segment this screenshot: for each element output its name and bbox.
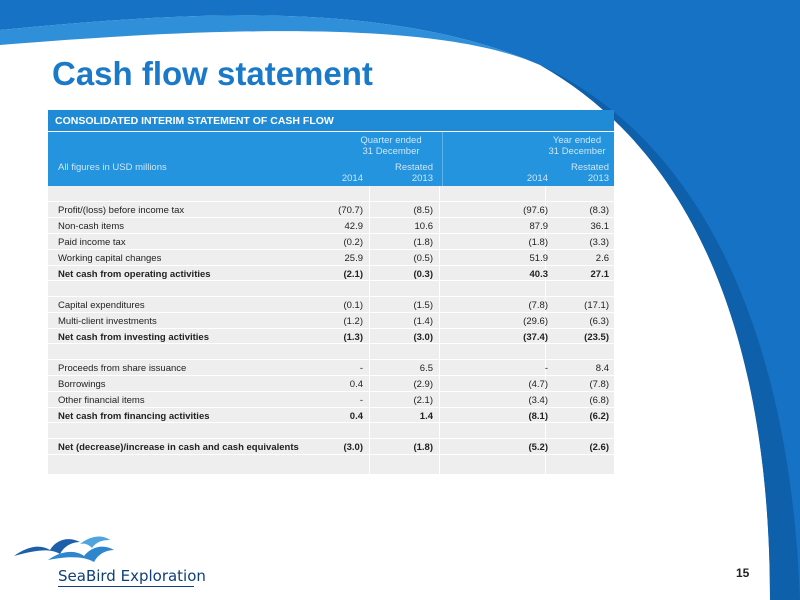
cell-q2014: -: [359, 395, 363, 406]
cell-y2013: (6.8): [589, 395, 609, 406]
cell-y2014: (37.4): [523, 332, 548, 343]
row-label: Borrowings: [58, 379, 106, 390]
table-row: [48, 314, 614, 330]
quarter-date-label: 31 December: [362, 146, 420, 157]
row-label: Profit/(loss) before income tax: [58, 205, 185, 216]
restated-label-quarter: Restated: [394, 162, 433, 173]
bird-icon: [80, 537, 110, 548]
table-row: [48, 361, 614, 377]
cell-y2013: 8.4: [595, 363, 609, 374]
cell-q2014: (70.7): [338, 205, 363, 216]
cell-q2014: (1.2): [343, 316, 363, 327]
cell-q2014: 42.9: [344, 221, 363, 232]
row-divider: [48, 438, 614, 439]
cell-q2013: (1.5): [413, 300, 433, 311]
cell-y2013: (8.3): [589, 205, 609, 216]
row-label: Net cash from operating activities: [58, 269, 211, 280]
cell-y2013: 27.1: [590, 269, 609, 280]
table-row: [48, 298, 614, 314]
cell-y2014: (8.1): [528, 411, 548, 422]
cell-y2014: (97.6): [523, 205, 548, 216]
total-row: [48, 440, 614, 456]
cell-q2014: -: [359, 363, 363, 374]
row-label: Net cash from investing activities: [58, 332, 209, 343]
cell-y2013: 36.1: [590, 221, 609, 232]
slide-title: Cash flow statement: [52, 55, 373, 92]
cell-q2013: (2.9): [413, 379, 433, 390]
row-label: Proceeds from share issuance: [58, 363, 187, 374]
row-label: Non-cash items: [58, 221, 124, 232]
logo-underline: [58, 586, 194, 587]
total-row: [48, 330, 614, 346]
cell-q2014: (3.0): [343, 442, 363, 453]
cell-y2014: 51.9: [529, 253, 548, 264]
row-divider: [48, 201, 614, 202]
column-header-q2014: 2014: [341, 173, 363, 184]
header-separator: [442, 132, 443, 186]
table-row: [48, 251, 614, 267]
cell-q2013: 1.4: [419, 411, 433, 422]
row-label: Working capital changes: [58, 253, 162, 264]
total-row: [48, 267, 614, 283]
cell-y2014: 40.3: [529, 269, 548, 280]
cell-q2014: 0.4: [349, 411, 363, 422]
cell-y2013: (17.1): [584, 300, 609, 311]
column-header-y2014: 2014: [526, 173, 548, 184]
row-label: Paid income tax: [58, 237, 126, 248]
cell-q2013: (0.5): [413, 253, 433, 264]
year-date-label: 31 December: [548, 146, 606, 157]
cell-y2013: (3.3): [589, 237, 609, 248]
logo-text: SeaBird Exploration: [58, 567, 206, 585]
table-row: [48, 219, 614, 235]
table-header: [48, 132, 614, 186]
cell-q2013: 6.5: [419, 363, 433, 374]
cell-y2014: (4.7): [528, 379, 548, 390]
cell-y2014: (7.8): [528, 300, 548, 311]
table-title: CONSOLIDATED INTERIM STATEMENT OF CASH FLOW: [48, 110, 614, 132]
column-header-q2013: 2013: [411, 173, 433, 184]
cell-y2014: 87.9: [529, 221, 548, 232]
cell-q2013: (0.3): [413, 269, 433, 280]
table-row: [48, 377, 614, 393]
cell-q2014: (1.3): [343, 332, 363, 343]
cell-y2013: (7.8): [589, 379, 609, 390]
cell-q2014: 25.9: [344, 253, 363, 264]
cell-y2013: (6.3): [589, 316, 609, 327]
cell-q2014: 0.4: [349, 379, 363, 390]
cell-y2014: (5.2): [528, 442, 548, 453]
table-row: [48, 203, 614, 219]
table-body: [48, 186, 614, 474]
year-ended-label: Year ended: [552, 135, 602, 146]
table-row: [48, 393, 614, 409]
row-label: Net cash from financing activities: [58, 411, 210, 422]
cell-y2013: (6.2): [589, 411, 609, 422]
cell-q2013: (1.8): [413, 442, 433, 453]
row-label: Other financial items: [58, 395, 145, 406]
table-row: [48, 235, 614, 251]
restated-label-year: Restated: [570, 162, 609, 173]
figures-note: All figures in USD millions: [58, 162, 167, 173]
row-label: Net (decrease)/increase in cash and cash equivalents: [58, 442, 299, 453]
cell-q2013: (8.5): [413, 205, 433, 216]
row-divider: [48, 296, 614, 297]
cell-q2014: (0.1): [343, 300, 363, 311]
cash-flow-table: [48, 110, 614, 474]
row-label: Capital expenditures: [58, 300, 145, 311]
cell-q2013: (3.0): [413, 332, 433, 343]
row-divider: [48, 359, 614, 360]
cell-q2013: (2.1): [413, 395, 433, 406]
column-header-y2013: 2013: [587, 173, 609, 184]
cell-y2013: (2.6): [589, 442, 609, 453]
cell-y2014: (29.6): [523, 316, 548, 327]
quarter-ended-label: Quarter ended: [360, 135, 422, 146]
cell-y2013: 2.6: [595, 253, 609, 264]
cell-q2013: (1.8): [413, 237, 433, 248]
cell-y2013: (23.5): [584, 332, 609, 343]
cell-y2014: (1.8): [528, 237, 548, 248]
row-label: Multi-client investments: [58, 316, 157, 327]
page-number: 15: [736, 566, 750, 580]
cell-y2014: -: [544, 363, 548, 374]
cell-q2014: (0.2): [343, 237, 363, 248]
cell-q2013: 10.6: [414, 221, 433, 232]
cell-q2013: (1.4): [413, 316, 433, 327]
cell-q2014: (2.1): [343, 269, 363, 280]
total-row: [48, 409, 614, 425]
cell-y2014: (3.4): [528, 395, 548, 406]
